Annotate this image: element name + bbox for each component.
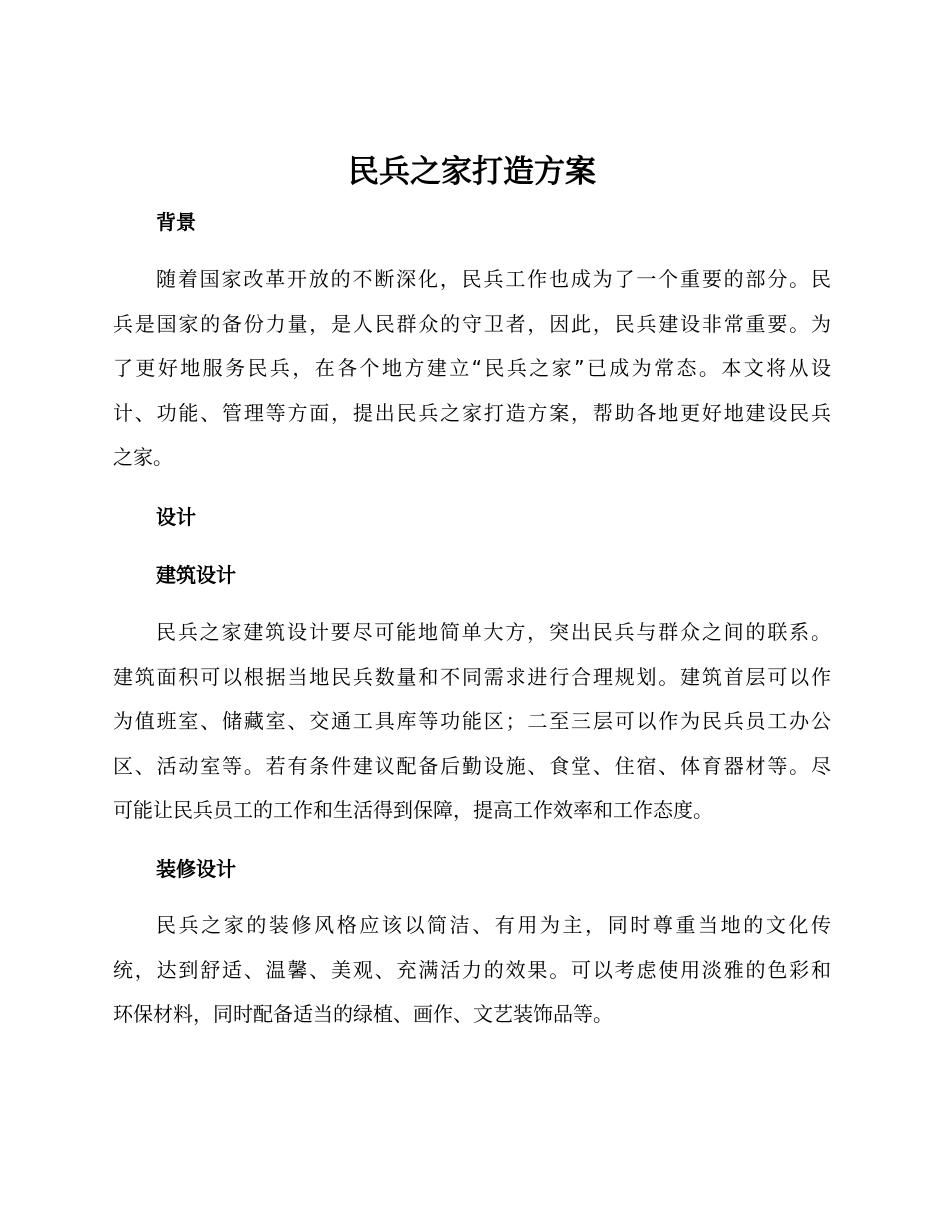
paragraph-line: 建筑面积可以根据当地民兵数量和不同需求进行合理规划。建筑首层可以作: [113, 664, 831, 689]
document-title: 民兵之家打造方案: [348, 154, 596, 190]
paragraph-architecture: [113, 610, 831, 833]
section-heading-architecture: 建筑设计: [156, 563, 236, 587]
section-heading-decoration: 装修设计: [156, 857, 236, 881]
paragraph-decoration: [113, 903, 831, 1037]
paragraph-line: 环保材料，同时配备适当的绿植、画作、文艺装饰品等。: [113, 1002, 613, 1027]
paragraph-line: 兵是国家的备份力量，是人民群众的守卫者，因此，民兵建设非常重要。为: [113, 311, 831, 336]
paragraph-background: [113, 257, 831, 480]
paragraph-line: 可能让民兵员工的工作和生活得到保障，提高工作效率和工作态度。: [113, 798, 713, 823]
paragraph-line: 之家。: [113, 445, 173, 470]
section-heading-design: 设计: [156, 505, 196, 529]
paragraph-line: 为值班室、储藏室、交通工具库等功能区；二至三层可以作为民兵员工办公: [113, 709, 831, 734]
paragraph-line: 随着国家改革开放的不断深化，民兵工作也成为了一个重要的部分。民: [156, 267, 831, 291]
section-heading-background: 背景: [156, 210, 196, 234]
paragraph-line: 统，达到舒适、温馨、美观、充满活力的效果。可以考虑使用淡雅的色彩和: [113, 957, 831, 982]
paragraph-line: 民兵之家的装修风格应该以简洁、有用为主，同时尊重当地的文化传: [156, 913, 831, 937]
paragraph-line: 了更好地服务民兵，在各个地方建立“民兵之家”已成为常态。本文将从设: [113, 356, 831, 381]
paragraph-line: 区、活动室等。若有条件建议配备后勤设施、食堂、住宿、体育器材等。尽: [113, 753, 831, 778]
paragraph-line: 民兵之家建筑设计要尽可能地简单大方，突出民兵与群众之间的联系。: [156, 620, 831, 644]
paragraph-line: 计、功能、管理等方面，提出民兵之家打造方案，帮助各地更好地建设民兵: [113, 400, 831, 425]
